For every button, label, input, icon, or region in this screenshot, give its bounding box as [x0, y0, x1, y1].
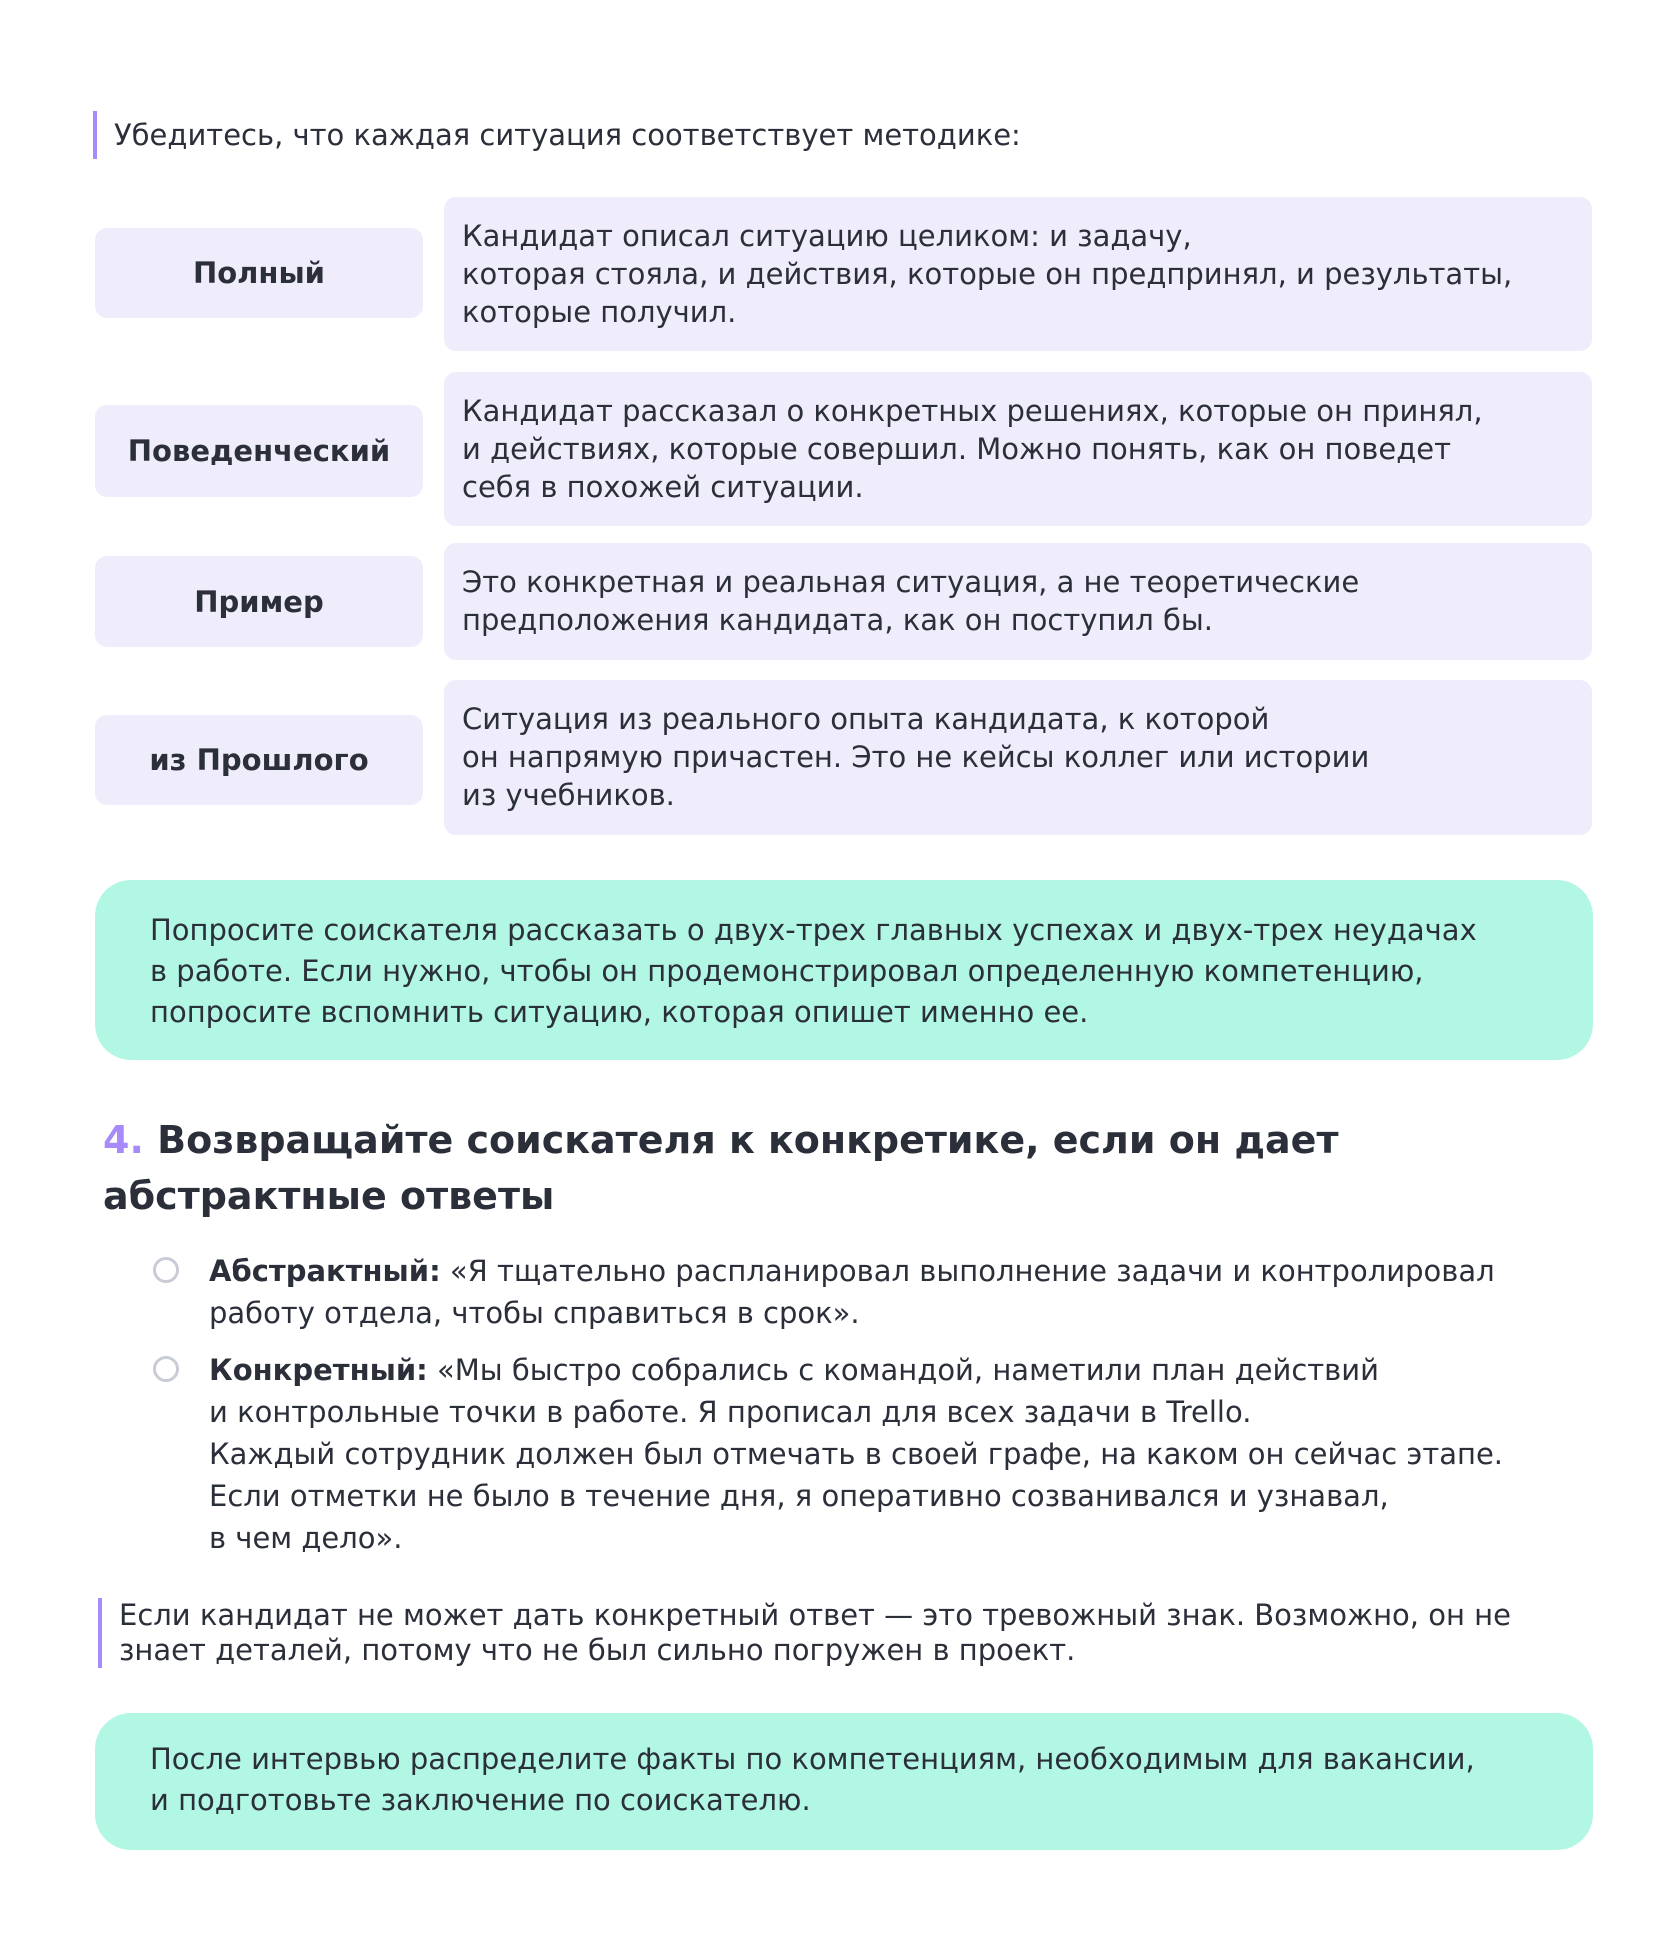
desc-line: Это конкретная и реальная ситуация, а не теоретические	[462, 565, 1360, 599]
criterion-desc-behavioral	[444, 372, 1592, 526]
criterion-label-example: Пример	[95, 556, 423, 647]
bullet-line: работу отдела, чтобы справиться в срок».	[209, 1296, 860, 1330]
bullet-term: Конкретный:	[209, 1353, 428, 1387]
warning-quote: Если кандидат не может дать конкретный ответ — это тревожный знак. Возможно, он не знает деталей, потому что не был сильно погружен в проект.	[98, 1598, 1539, 1668]
bullet-line: «Я тщательно распланировал выполнение задачи и контролировал	[449, 1254, 1495, 1288]
bullet-circle-icon	[153, 1356, 179, 1382]
desc-line: себя в похожей ситуации.	[462, 470, 864, 504]
bullet-circle-icon	[153, 1257, 179, 1283]
tip-line: Попросите соискателя рассказать о двух-трех главных успехах и двух-трех неудачах	[150, 913, 1477, 947]
intro-quote: Убедитесь, что каждая ситуация соответствует методике:	[93, 111, 1021, 159]
tip-line: попросите вспомнить ситуацию, которая опишет именно ее.	[150, 995, 1089, 1029]
criterion-label-full: Полный	[95, 228, 423, 318]
tip-box-conclusion	[95, 1713, 1593, 1850]
criterion-label-past: из Прошлого	[95, 715, 423, 805]
desc-line: которые получил.	[462, 295, 737, 329]
bullet-line: «Мы быстро собрались с командой, наметили план действий	[436, 1353, 1379, 1387]
bullet-term: Абстрактный:	[209, 1254, 441, 1288]
desc-line: Ситуация из реального опыта кандидата, к которой	[462, 702, 1270, 736]
desc-line: он напрямую причастен. Это не кейсы коллег или истории	[462, 740, 1370, 774]
bullet-line: Каждый сотрудник должен был отмечать в своей графе, на каком он сейчас этапе.	[209, 1437, 1504, 1471]
bullet-concrete	[153, 1349, 1553, 1559]
desc-line: Кандидат описал ситуацию целиком: и задачу,	[462, 219, 1192, 253]
desc-line: предположения кандидата, как он поступил бы.	[462, 603, 1213, 637]
criterion-desc-full	[444, 197, 1592, 351]
desc-line: и действиях, которые совершил. Можно понять, как он поведет	[462, 432, 1451, 466]
bullet-line: и контрольные точки в работе. Я прописал для всех задачи в Trello.	[209, 1395, 1252, 1429]
desc-line: из учебников.	[462, 778, 675, 812]
criterion-desc-example	[444, 543, 1592, 660]
bullet-line: в чем дело».	[209, 1521, 403, 1555]
section-title: Возвращайте соискателя к конкретике, если он дает абстрактные ответы	[103, 1118, 1339, 1218]
desc-line: Кандидат рассказал о конкретных решениях, которые он принял,	[462, 394, 1483, 428]
section-heading	[103, 1112, 1563, 1224]
section-number: 4.	[103, 1118, 144, 1162]
desc-line: которая стояла, и действия, которые он предпринял, и результаты,	[462, 257, 1513, 291]
criterion-desc-past	[444, 680, 1592, 835]
tip-line: и подготовьте заключение по соискателю.	[150, 1783, 811, 1817]
bullet-abstract	[153, 1250, 1553, 1334]
tip-box-question	[95, 880, 1593, 1060]
tip-line: в работе. Если нужно, чтобы он продемонстрировал определенную компетенцию,	[150, 954, 1424, 988]
bullet-line: Если отметки не было в течение дня, я оперативно созванивался и узнавал,	[209, 1479, 1389, 1513]
tip-line: После интервью распределите факты по компетенциям, необходимым для вакансии,	[150, 1742, 1475, 1776]
criterion-label-behavioral: Поведенческий	[95, 405, 423, 497]
